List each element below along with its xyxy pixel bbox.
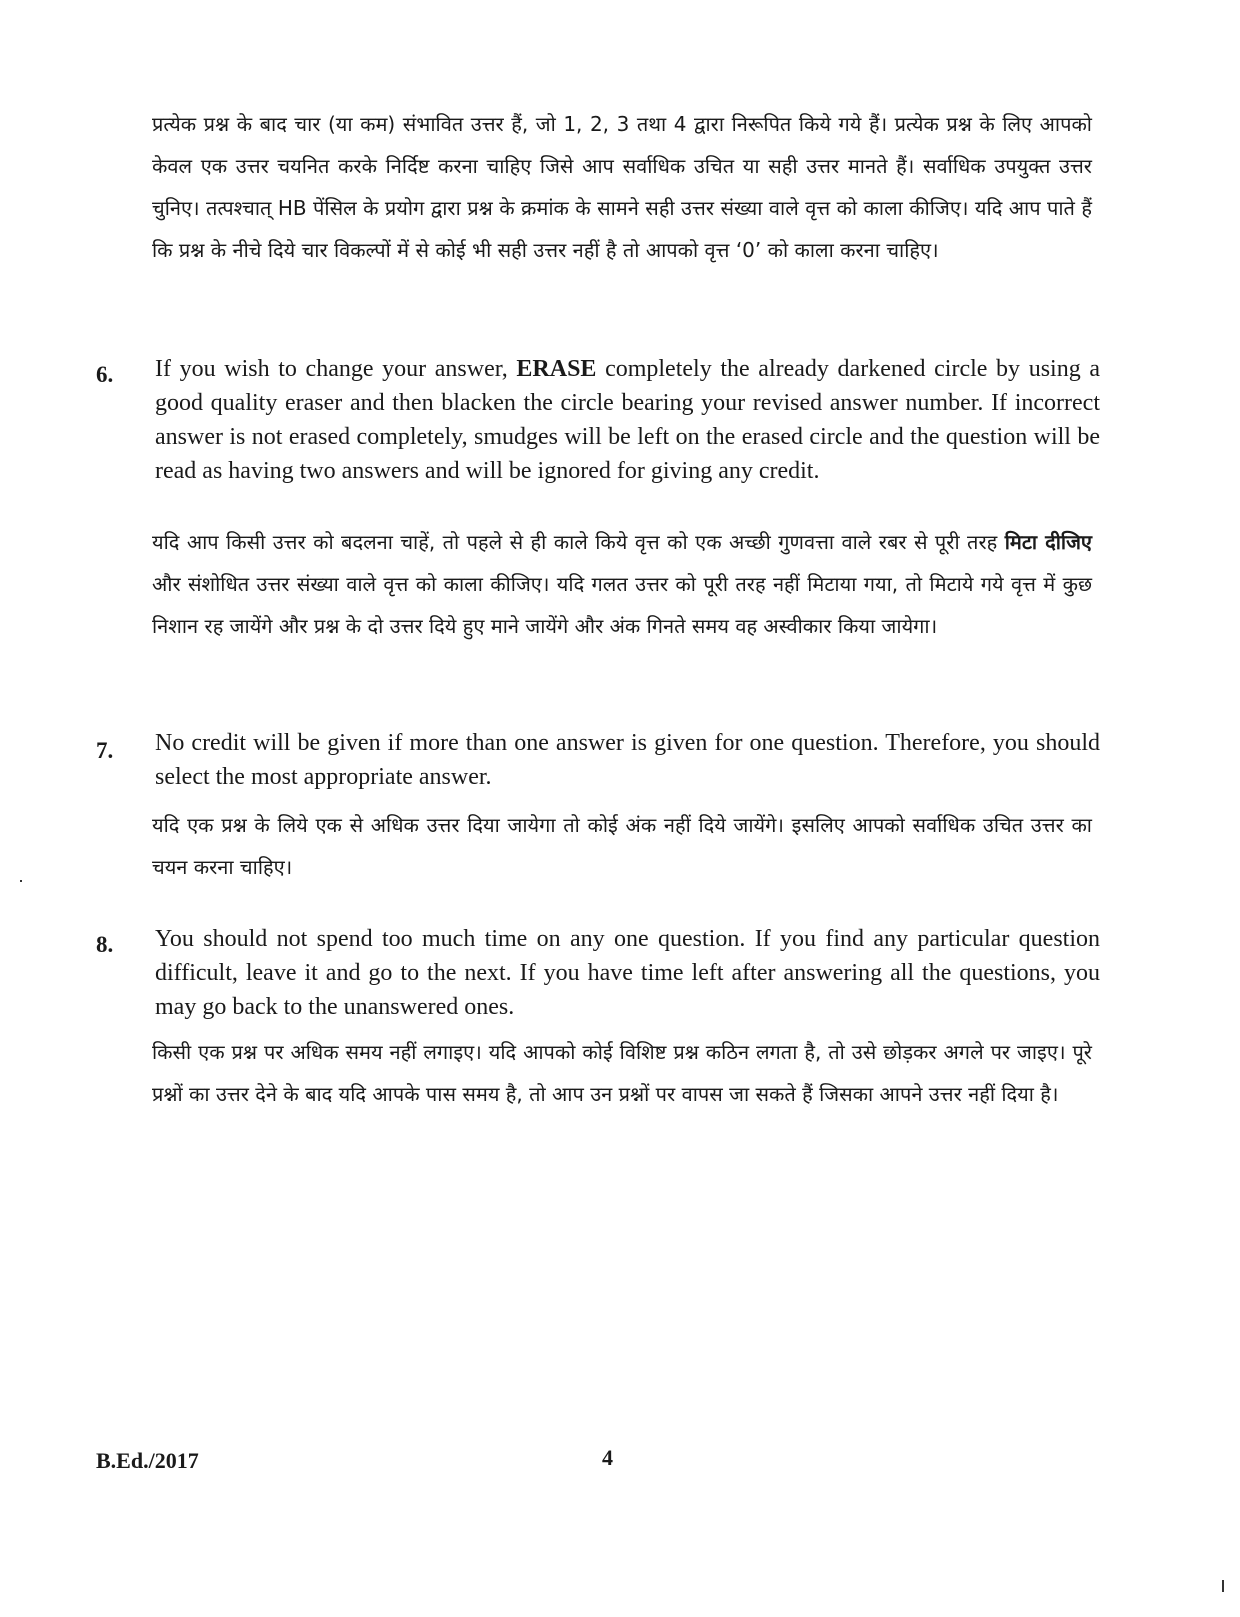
item-6-hindi-paragraph: [152, 521, 1092, 647]
item-8-english-paragraph: You should not spend too much time on any one question. If you find any particular question difficult, leave it and go to the next. If you have time left after answering all the questions, you may go back to the unanswered ones.: [155, 926, 1100, 1020]
item-6-hindi-emphasis: मिटा दीजिए: [1004, 530, 1092, 554]
item-7-number: 7.: [96, 738, 114, 763]
footer-page-number: 4: [602, 1445, 613, 1470]
item-6-hindi-text: यदि आप किसी उत्तर को बदलना चाहें, तो पहले से ही काले किये वृत्त को एक अच्छी गुणवत्ता वाले रबर से पूरी तरह: [152, 530, 1005, 554]
intro-hindi-paragraph: प्रत्येक प्रश्न के बाद चार (या कम) संभावित उत्तर हैं, जो 1, 2, 3 तथा 4 द्वारा निरूपित किये गये हैं। प्रत्येक प्रश्न के लिए आपको केवल एक उत्तर चयनित करके निर्दिष्ट करना चाहिए जिसे आप सर्वाधिक उचित या सही उत्तर मानते हैं। सर्वाधिक उपयुक्त उत्तर चुनिए। तत्पश्चात् HB पेंसिल के प्रयोग द्वारा प्रश्न के क्रमांक के सामने सही उत्तर संख्या वाले वृत्त को काला कीजिए। यदि आप पाते हैं कि प्रश्न के नीचे दिये चार विकल्पों में से कोई भी सही उत्तर नहीं है तो आपको वृत्त ‘0’ को काला करना चाहिए।: [152, 112, 1092, 262]
item-6-number: 6.: [96, 362, 114, 387]
scan-speck: [20, 880, 22, 882]
item-6-english-text: If you wish to change your answer,: [155, 356, 517, 382]
item-8-number: 8.: [96, 932, 114, 957]
item-6-english-text-cont: completely the already darkened circle by using a good quality eraser and then blacken the circle bearing your revised answer number. If incorrect answer is not erased completely, smudges will be left on the erased circle and the question will be read as having two answers and will be ignored for giving any credit.: [155, 356, 1100, 484]
item-7-hindi-paragraph: यदि एक प्रश्न के लिये एक से अधिक उत्तर दिया जायेगा तो कोई अंक नहीं दिये जायेंगे। इसलिए आपको सर्वाधिक उचित उत्तर का चयन करना चाहिए।: [152, 813, 1092, 879]
item-7-english-paragraph: No credit will be given if more than one answer is given for one question. Therefore, you should select the most appropriate answer.: [155, 730, 1100, 790]
item-6-hindi-text-cont: और संशोधित उत्तर संख्या वाले वृत्त को काला कीजिए। यदि गलत उत्तर को पूरी तरह नहीं मिटाया गया, तो मिटाये गये वृत्त में कुछ निशान रह जायेंगे और प्रश्न के दो उत्तर दिये हुए माने जायेंगे और अंक गिनते समय वह अस्वीकार किया जायेगा।: [152, 572, 1092, 638]
scan-mark: [1222, 1580, 1224, 1592]
item-6-english-emphasis: ERASE: [516, 356, 597, 382]
item-8-hindi-paragraph: किसी एक प्रश्न पर अधिक समय नहीं लगाइए। यदि आपको कोई विशिष्ट प्रश्न कठिन लगता है, तो उसे छोड़कर अगले पर जाइए। पूरे प्रश्नों का उत्तर देने के बाद यदि आपके पास समय है, तो आप उन प्रश्नों पर वापस जा सकते हैं जिसका आपने उत्तर नहीं दिया है।: [152, 1040, 1092, 1106]
footer-exam-code: B.Ed./2017: [96, 1448, 199, 1473]
item-6-english-paragraph: [155, 352, 1100, 488]
